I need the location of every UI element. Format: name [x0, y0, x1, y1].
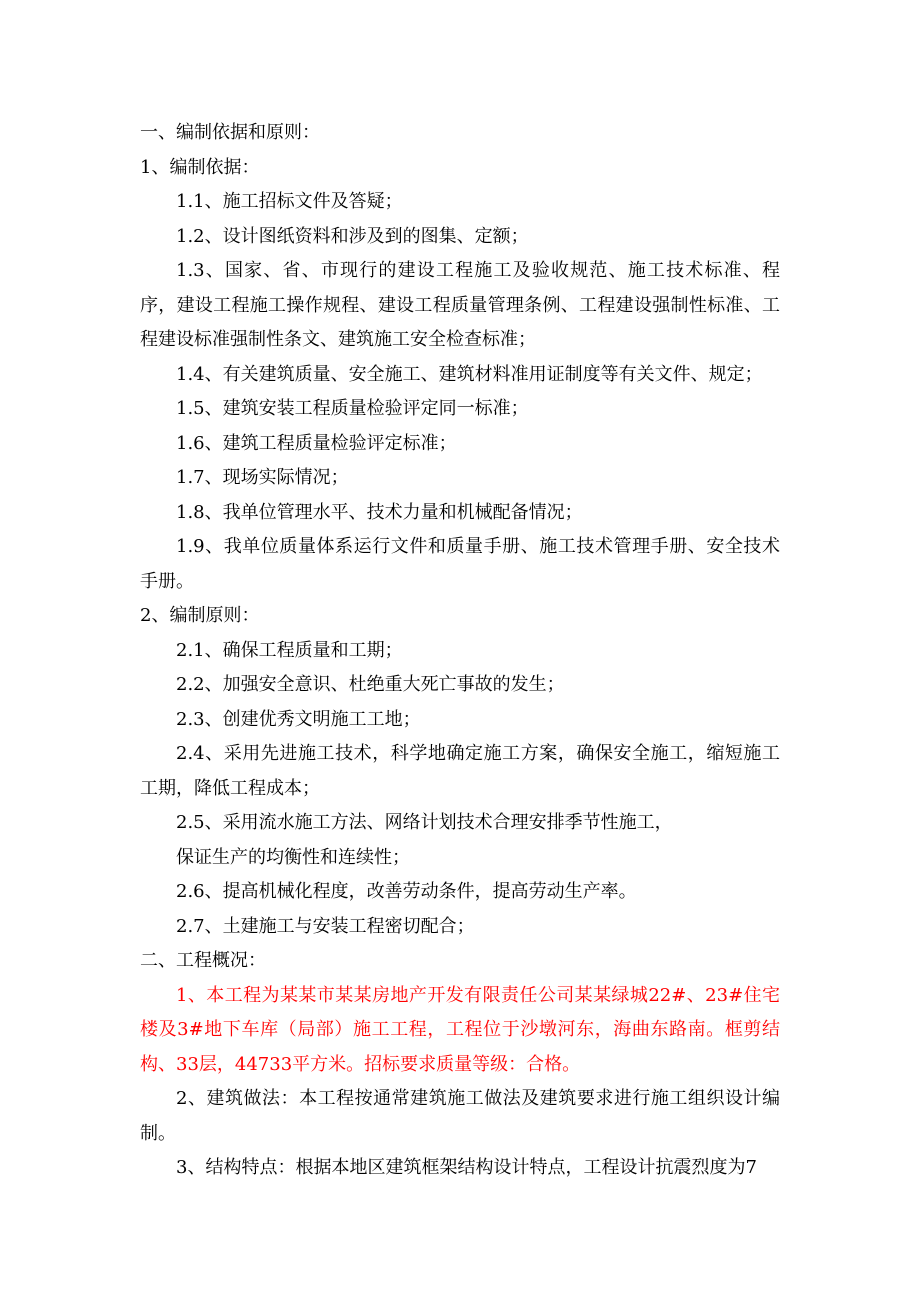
- principle-item: 2.6、提高机械化程度，改善劳动条件，提高劳动生产率。: [176, 881, 637, 902]
- basis-item: 1.6、建筑工程质量检验评定标准；: [176, 432, 457, 454]
- principle-item: 2.3、创建优秀文明施工工地；: [176, 708, 421, 730]
- overview-item: 3、结构特点：根据本地区建筑框架结构设计特点，工程设计抗震烈度为7: [176, 1157, 757, 1178]
- principle-heading: 2、编制原则：: [140, 605, 260, 626]
- principle-item: 2.5、采用流水施工方法、网络计划技术合理安排季节性施工，: [176, 812, 673, 833]
- document-body: [140, 116, 780, 1186]
- overview-item: 2、建筑做法：本工程按通常建筑施工做法及建筑要求进行施工组织设计编制。: [140, 1088, 780, 1144]
- principle-item: 2.4、采用先进施工技术，科学地确定施工方案，确保安全施工，缩短施工工期，降低工程成本；: [140, 743, 780, 799]
- section-heading-1: 一、编制依据和原则：: [140, 122, 320, 143]
- basis-item: 1.9、我单位质量体系运行文件和质量手册、施工技术管理手册、安全技术手册。: [140, 536, 780, 592]
- section-heading-2: 二、工程概况：: [140, 950, 266, 971]
- basis-item: 1.8、我单位管理水平、技术力量和机械配备情况；: [176, 501, 583, 523]
- basis-item: 1.1、施工招标文件及答疑；: [176, 191, 403, 212]
- project-overview-highlight: 1、本工程为某某市某某房地产开发有限责任公司某某绿城22#、23#住宅楼及3#地下车库（局部）施工工程，工程位于沙墩河东，海曲东路南。框剪结构、33层，44733平方米。招标要求质量等级：合格。: [140, 984, 780, 1075]
- basis-item: 1.4、有关建筑质量、安全施工、建筑材料准用证制度等有关文件、规定；: [176, 363, 763, 385]
- basis-item: 1.2、设计图纸资料和涉及到的图集、定额；: [176, 225, 529, 247]
- principle-item: 2.2、加强安全意识、杜绝重大死亡事故的发生；: [176, 674, 565, 695]
- basis-item: 1.5、建筑安装工程质量检验评定同一标准；: [176, 398, 529, 419]
- basis-item: 1.7、现场实际情况；: [176, 467, 349, 488]
- principle-item: 2.1、确保工程质量和工期；: [176, 639, 403, 661]
- principle-item-continuation: 保证生产的均衡性和连续性；: [176, 846, 410, 868]
- basis-heading: 1、编制依据：: [140, 156, 260, 178]
- principle-item: 2.7、土建施工与安装工程密切配合；: [176, 915, 475, 937]
- basis-item: 1.3、国家、省、市现行的建设工程施工及验收规范、施工技术标准、程序，建设工程施工操作规程、建设工程质量管理条例、工程建设强制性标准、工程建设标准强制性条文、建筑施工安全检查标准；: [140, 260, 780, 350]
